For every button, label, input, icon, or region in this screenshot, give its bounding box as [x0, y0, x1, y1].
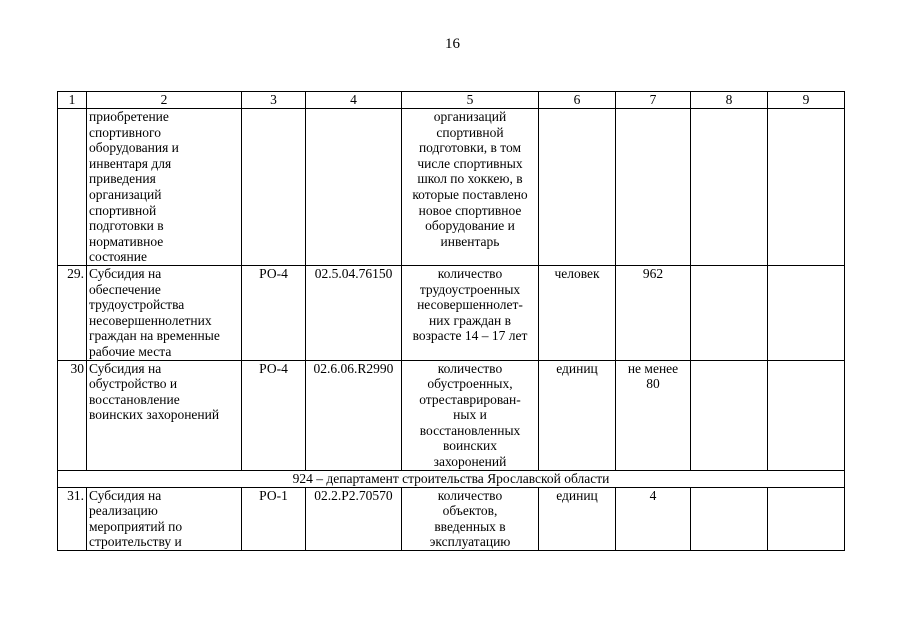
indicator-cell-line: которые поставлено: [412, 186, 528, 202]
name-cell-line: мероприятий по: [89, 518, 183, 534]
name-cell-line: Субсидия на: [89, 265, 162, 281]
code-cell: РО-4: [242, 265, 306, 360]
name-cell-line: несовершеннолетних: [89, 312, 212, 328]
row-number-cell: 29.: [58, 265, 87, 360]
indicator-cell-line: количество: [437, 265, 503, 281]
indicator-cell-line: подготовки, в том: [418, 140, 522, 156]
code-cell: РО-4: [242, 360, 306, 470]
indicator-cell-line: эксплуатацию: [429, 534, 511, 550]
name-cell-line: восстановление: [89, 391, 180, 407]
col-header-3: 3: [242, 92, 306, 109]
row-number-cell: 30: [58, 360, 87, 470]
kbk-cell: 02.2.Р2.70570: [306, 487, 402, 550]
value-cell: [616, 487, 691, 550]
col9-cell: [768, 265, 845, 360]
value-cell-line: 4: [649, 487, 657, 503]
name-cell-line: реализацию: [89, 503, 158, 519]
table-row: [58, 487, 845, 550]
data-table: [57, 91, 845, 551]
name-cell-line: строительству и: [89, 534, 182, 550]
name-cell-line: Субсидия на: [89, 360, 162, 376]
indicator-cell-line: спортивной: [436, 124, 504, 140]
value-cell: [616, 109, 691, 266]
col9-cell: [768, 360, 845, 470]
kbk-cell: 02.6.06.R2990: [306, 360, 402, 470]
indicator-cell-line: новое спортивное: [418, 202, 522, 218]
indicator-cell-line: количество: [437, 487, 503, 503]
value-cell: [616, 360, 691, 470]
name-cell: [87, 360, 242, 470]
unit-cell: человек: [539, 265, 616, 360]
indicator-cell-line: количество: [437, 360, 503, 376]
col-header-1: 1: [58, 92, 87, 109]
unit-cell: единиц: [539, 360, 616, 470]
col-header-6: 6: [539, 92, 616, 109]
value-cell: [616, 265, 691, 360]
section-title: 924 – департамент строительства Ярославской области: [58, 470, 845, 487]
indicator-cell-line: ных и: [453, 407, 487, 423]
name-cell-line: обеспечение: [89, 281, 161, 297]
table-row: [58, 265, 845, 360]
name-cell-line: спортивной: [89, 202, 157, 218]
col-header-7: 7: [616, 92, 691, 109]
indicator-cell-line: захоронений: [433, 454, 507, 470]
kbk-cell: [306, 109, 402, 266]
code-cell: [242, 109, 306, 266]
indicator-cell: [402, 109, 539, 266]
section-row: [58, 470, 845, 487]
row-number-cell: [58, 109, 87, 266]
unit-cell: единиц: [539, 487, 616, 550]
indicator-cell-line: введенных в: [434, 518, 506, 534]
kbk-cell: 02.5.04.76150: [306, 265, 402, 360]
code-cell: РО-1: [242, 487, 306, 550]
col-header-2: 2: [87, 92, 242, 109]
col8-cell: [691, 265, 768, 360]
name-cell-line: состояние: [89, 249, 147, 265]
name-cell: [87, 265, 242, 360]
table-row: [58, 360, 845, 470]
name-cell-line: инвентаря для: [89, 155, 172, 171]
col9-cell: [768, 109, 845, 266]
indicator-cell-line: восстановленных: [419, 422, 521, 438]
value-cell-line: не менее: [627, 360, 679, 376]
name-cell-line: нормативное: [89, 233, 164, 249]
name-cell-line: обустройство и: [89, 376, 178, 392]
indicator-cell-line: оборудование и: [425, 218, 515, 234]
table-body: [58, 109, 845, 551]
indicator-cell-line: несовершеннолет-: [417, 297, 523, 313]
indicator-cell: [402, 487, 539, 550]
name-cell-line: спортивного: [89, 124, 161, 140]
indicator-cell-line: возрасте 14 – 17 лет: [412, 328, 528, 344]
indicator-cell-line: организаций: [433, 109, 507, 124]
indicator-cell-line: них граждан в: [428, 312, 511, 328]
name-cell-line: рабочие места: [89, 343, 172, 359]
col-header-9: 9: [768, 92, 845, 109]
indicator-cell-line: обустроенных,: [427, 376, 513, 392]
name-cell-line: граждан на временные: [89, 328, 220, 344]
name-cell-line: подготовки в: [89, 218, 164, 234]
name-cell-line: приведения: [89, 171, 156, 187]
indicator-cell-line: воинских: [442, 438, 497, 454]
name-cell-line: приобретение: [89, 109, 169, 124]
indicator-cell-line: инвентарь: [440, 233, 500, 249]
indicator-cell-line: отреставрирован-: [419, 391, 521, 407]
col8-cell: [691, 360, 768, 470]
name-cell: [87, 109, 242, 266]
value-cell-line: 80: [646, 376, 660, 392]
name-cell-line: воинских захоронений: [89, 407, 220, 423]
indicator-cell: [402, 360, 539, 470]
indicator-cell-line: трудоустроенных: [419, 281, 521, 297]
table-row: [58, 109, 845, 266]
name-cell-line: оборудования и: [89, 140, 179, 156]
indicator-cell-line: числе спортивных: [417, 155, 523, 171]
indicator-cell-line: школ по хоккею, в: [417, 171, 523, 187]
col9-cell: [768, 487, 845, 550]
name-cell: [87, 487, 242, 550]
name-cell-line: организаций: [89, 186, 162, 202]
indicator-cell-line: объектов,: [442, 503, 498, 519]
col-header-4: 4: [306, 92, 402, 109]
col-header-8: 8: [691, 92, 768, 109]
unit-cell: [539, 109, 616, 266]
col-header-5: 5: [402, 92, 539, 109]
col8-cell: [691, 487, 768, 550]
name-cell-line: Субсидия на: [89, 487, 162, 503]
col8-cell: [691, 109, 768, 266]
value-cell-line: 962: [642, 265, 664, 281]
header-row: [58, 92, 845, 109]
row-number-cell: 31.: [58, 487, 87, 550]
name-cell-line: трудоустройства: [89, 297, 185, 313]
page-number: 16: [445, 36, 460, 52]
indicator-cell: [402, 265, 539, 360]
